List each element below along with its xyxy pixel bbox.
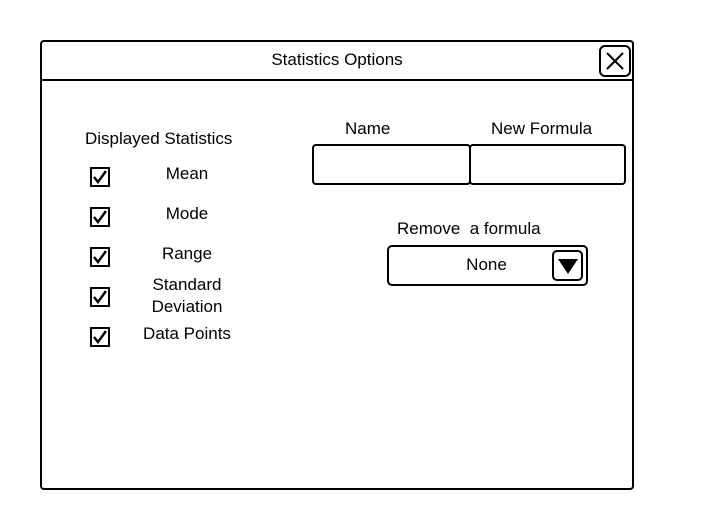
check-icon [92,249,108,265]
standard-deviation-label [137,274,237,318]
check-icon [92,209,108,225]
standard-deviation-checkbox[interactable] [90,287,110,307]
dialog-titlebar [42,42,632,81]
mode-label: Mode [165,204,209,223]
data-points-checkbox[interactable] [90,327,110,347]
triangle-down-icon [557,257,579,275]
statistics-options-dialog [40,40,634,490]
mean-checkbox[interactable] [90,167,110,187]
close-icon [605,51,625,71]
standard-deviation-label-line2: Deviation [151,297,223,316]
new-formula-input[interactable] [469,144,626,185]
standard-deviation-label-line1: Standard [152,275,222,294]
displayed-statistics-heading: Displayed Statistics [85,129,233,148]
check-icon [92,329,108,345]
dialog-title: Statistics Options [271,50,403,69]
name-input[interactable] [312,144,471,185]
check-icon [92,169,108,185]
mean-label: Mean [165,164,209,183]
remove-formula-label: Remove a formula [397,219,541,238]
name-label: Name [345,119,391,138]
range-label: Range [161,244,213,263]
dropdown-arrow-button[interactable] [552,250,583,281]
new-formula-label: New Formula [491,119,593,138]
check-icon [92,289,108,305]
data-points-label: Data Points [143,324,231,343]
remove-formula-select[interactable] [387,245,588,286]
range-checkbox[interactable] [90,247,110,267]
remove-formula-selected-value: None [466,255,507,274]
close-button[interactable] [599,45,631,77]
mode-checkbox[interactable] [90,207,110,227]
